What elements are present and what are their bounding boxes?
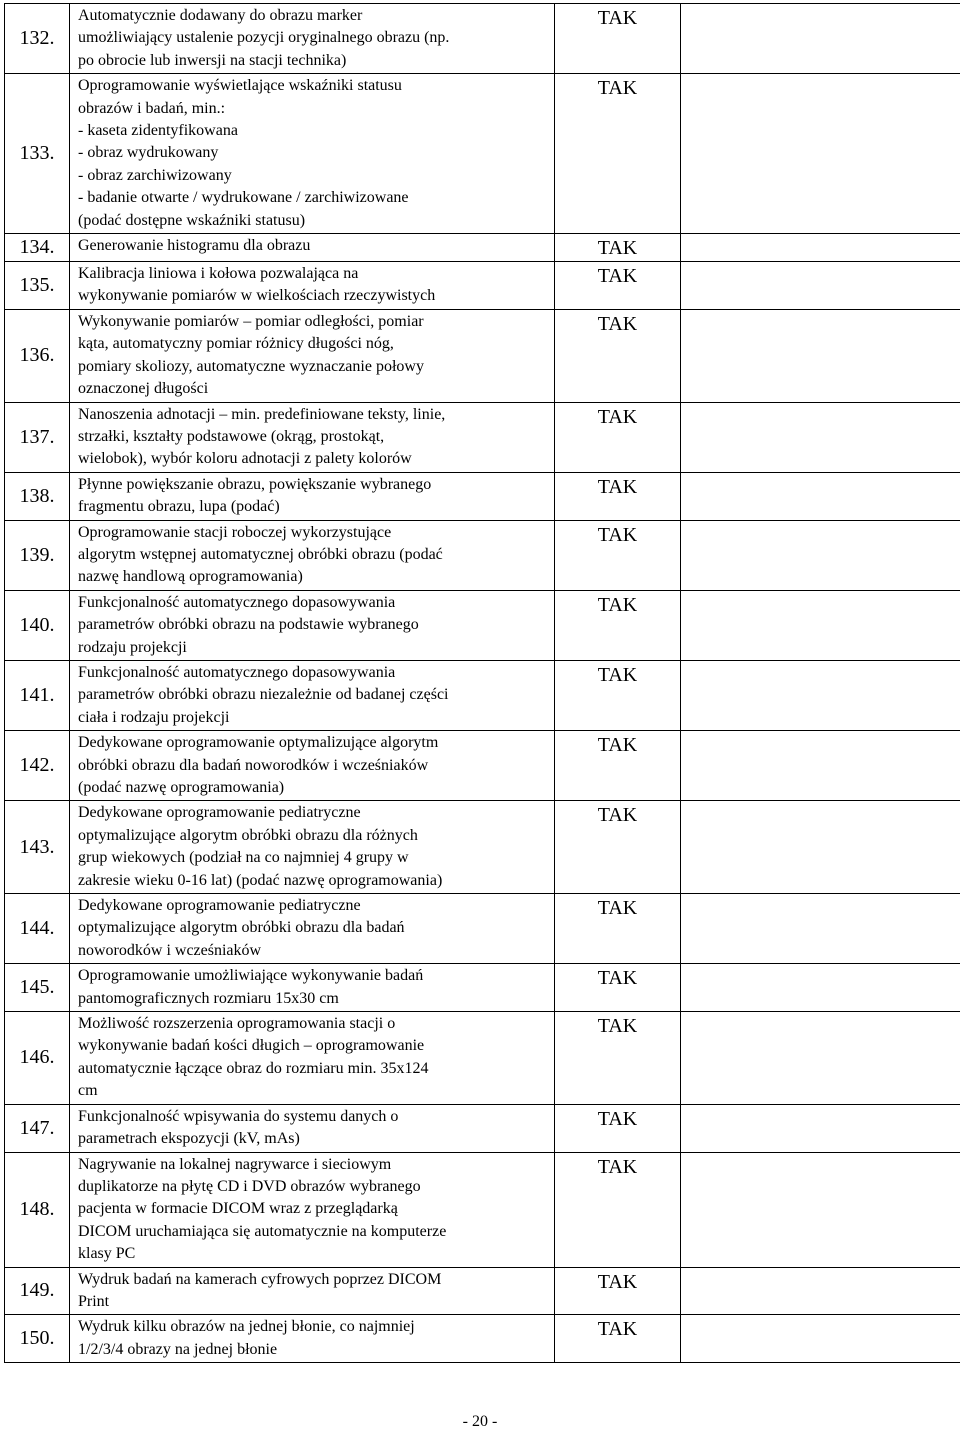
required-value: TAK	[555, 402, 681, 472]
page-number: - 20 -	[0, 1412, 960, 1432]
description-line: optymalizujące algorytm obróbki obrazu dla różnych	[78, 825, 548, 847]
description-line: Generowanie histogramu dla obrazu	[78, 235, 548, 257]
description-line: obróbki obrazu dla badań noworodków i wcześniaków	[78, 755, 548, 777]
description-line: Płynne powiększanie obrazu, powiększanie wybranego	[78, 474, 548, 496]
table-row	[5, 731, 960, 801]
row-number: 140.	[5, 590, 70, 660]
row-number: 141.	[5, 660, 70, 730]
table-row	[5, 801, 960, 894]
row-number: 142.	[5, 731, 70, 801]
required-value: TAK	[555, 74, 681, 234]
description-line: Wydruk badań na kamerach cyfrowych poprzez DICOM	[78, 1269, 548, 1291]
row-number: 145.	[5, 964, 70, 1012]
offered-value-cell	[681, 1267, 960, 1315]
description-line: strzałki, kształty podstawowe (okrąg, prostokąt,	[78, 426, 548, 448]
row-description	[70, 262, 555, 310]
row-description	[70, 731, 555, 801]
description-line: kąta, automatyczny pomiar różnicy długości nóg,	[78, 333, 548, 355]
description-line: automatycznie łączące obraz do rozmiaru min. 35x124	[78, 1058, 548, 1080]
required-value: TAK	[555, 801, 681, 894]
row-description	[70, 520, 555, 590]
required-value: TAK	[555, 1315, 681, 1363]
description-line: zakresie wieku 0-16 lat) (podać nazwę oprogramowania)	[78, 870, 548, 892]
description-line: duplikatorze na płytę CD i DVD obrazów wybranego	[78, 1176, 548, 1198]
required-value: TAK	[555, 660, 681, 730]
description-line: - obraz wydrukowany	[78, 142, 548, 164]
row-number: 132.	[5, 4, 70, 74]
description-line: (podać nazwę oprogramowania)	[78, 777, 548, 799]
offered-value-cell	[681, 1315, 960, 1363]
row-description	[70, 964, 555, 1012]
description-line: Kalibracja liniowa i kołowa pozwalająca na	[78, 263, 548, 285]
row-description	[70, 590, 555, 660]
row-description	[70, 1315, 555, 1363]
description-line: Dedykowane oprogramowanie optymalizujące algorytm	[78, 732, 548, 754]
table-row	[5, 402, 960, 472]
table-row	[5, 964, 960, 1012]
row-number: 138.	[5, 472, 70, 520]
table-row	[5, 520, 960, 590]
row-description	[70, 234, 555, 262]
description-line: parametrów obróbki obrazu na podstawie wybranego	[78, 614, 548, 636]
required-value: TAK	[555, 1104, 681, 1152]
row-description	[70, 894, 555, 964]
offered-value-cell	[681, 262, 960, 310]
description-line: wykonywanie badań kości długich – oprogramowanie	[78, 1035, 548, 1057]
description-line: algorytm wstępnej automatycznej obróbki obrazu (podać	[78, 544, 548, 566]
offered-value-cell	[681, 4, 960, 74]
description-line: fragmentu obrazu, lupa (podać)	[78, 496, 548, 518]
required-value: TAK	[555, 590, 681, 660]
offered-value-cell	[681, 234, 960, 262]
specification-table-body	[5, 4, 960, 1363]
table-row	[5, 1104, 960, 1152]
description-line: rodzaju projekcji	[78, 637, 548, 659]
required-value: TAK	[555, 262, 681, 310]
description-line: Oprogramowanie stacji roboczej wykorzystujące	[78, 522, 548, 544]
table-row	[5, 4, 960, 74]
table-row	[5, 1267, 960, 1315]
description-line: oznaczonej długości	[78, 378, 548, 400]
offered-value-cell	[681, 1152, 960, 1267]
specification-table	[4, 3, 960, 1363]
offered-value-cell	[681, 894, 960, 964]
row-number: 137.	[5, 402, 70, 472]
table-row	[5, 472, 960, 520]
description-line: - badanie otwarte / wydrukowane / zarchiwizowane	[78, 187, 548, 209]
description-line: wielobok), wybór koloru adnotacji z palety kolorów	[78, 448, 548, 470]
description-line: umożliwiający ustalenie pozycji oryginalnego obrazu (np.	[78, 27, 548, 49]
row-description	[70, 402, 555, 472]
description-line: parametrach ekspozycji (kV, mAs)	[78, 1128, 548, 1150]
offered-value-cell	[681, 520, 960, 590]
row-description	[70, 4, 555, 74]
description-line: (podać dostępne wskaźniki statusu)	[78, 210, 548, 232]
row-number: 144.	[5, 894, 70, 964]
offered-value-cell	[681, 964, 960, 1012]
required-value: TAK	[555, 1152, 681, 1267]
offered-value-cell	[681, 801, 960, 894]
table-row	[5, 1315, 960, 1363]
description-line: wykonywanie pomiarów w wielkościach rzeczywistych	[78, 285, 548, 307]
table-row	[5, 660, 960, 730]
description-line: Oprogramowanie umożliwiające wykonywanie badań	[78, 965, 548, 987]
offered-value-cell	[681, 731, 960, 801]
required-value: TAK	[555, 1012, 681, 1105]
table-row	[5, 234, 960, 262]
offered-value-cell	[681, 402, 960, 472]
table-row	[5, 309, 960, 402]
row-number: 135.	[5, 262, 70, 310]
row-number: 149.	[5, 1267, 70, 1315]
row-description	[70, 1152, 555, 1267]
description-line: Nanoszenia adnotacji – min. predefiniowane teksty, linie,	[78, 404, 548, 426]
description-line: noworodków i wcześniaków	[78, 940, 548, 962]
row-number: 143.	[5, 801, 70, 894]
required-value: TAK	[555, 731, 681, 801]
required-value: TAK	[555, 964, 681, 1012]
description-line: Funkcjonalność wpisywania do systemu danych o	[78, 1106, 548, 1128]
description-line: Funkcjonalność automatycznego dopasowywania	[78, 592, 548, 614]
row-number: 146.	[5, 1012, 70, 1105]
description-line: Oprogramowanie wyświetlające wskaźniki statusu	[78, 75, 548, 97]
description-line: po obrocie lub inwersji na stacji technika)	[78, 50, 548, 72]
required-value: TAK	[555, 4, 681, 74]
row-description	[70, 74, 555, 234]
offered-value-cell	[681, 1104, 960, 1152]
description-line: Dedykowane oprogramowanie pediatryczne	[78, 802, 548, 824]
offered-value-cell	[681, 660, 960, 730]
description-line: nazwę handlową oprogramowania)	[78, 566, 548, 588]
description-line: pacjenta w formacie DICOM wraz z przeglądarką	[78, 1198, 548, 1220]
description-line: ciała i rodzaju projekcji	[78, 707, 548, 729]
description-line: Możliwość rozszerzenia oprogramowania stacji o	[78, 1013, 548, 1035]
description-line: pomiary skoliozy, automatyczne wyznaczanie połowy	[78, 356, 548, 378]
description-line: Funkcjonalność automatycznego dopasowywania	[78, 662, 548, 684]
offered-value-cell	[681, 309, 960, 402]
description-line: Automatycznie dodawany do obrazu marker	[78, 5, 548, 27]
row-number: 148.	[5, 1152, 70, 1267]
description-line: pantomograficznych rozmiaru 15x30 cm	[78, 988, 548, 1010]
table-row	[5, 1012, 960, 1105]
row-number: 139.	[5, 520, 70, 590]
row-number: 136.	[5, 309, 70, 402]
required-value: TAK	[555, 234, 681, 262]
offered-value-cell	[681, 472, 960, 520]
row-description	[70, 1012, 555, 1105]
table-row	[5, 590, 960, 660]
row-description	[70, 472, 555, 520]
row-number: 133.	[5, 74, 70, 234]
description-line: optymalizujące algorytm obróbki obrazu dla badań	[78, 917, 548, 939]
row-number: 147.	[5, 1104, 70, 1152]
description-line: - obraz zarchiwizowany	[78, 165, 548, 187]
offered-value-cell	[681, 74, 960, 234]
required-value: TAK	[555, 472, 681, 520]
description-line: Nagrywanie na lokalnej nagrywarce i sieciowym	[78, 1154, 548, 1176]
description-line: Print	[78, 1291, 548, 1313]
offered-value-cell	[681, 590, 960, 660]
description-line: grup wiekowych (podział na co najmniej 4 grupy w	[78, 847, 548, 869]
required-value: TAK	[555, 309, 681, 402]
table-row	[5, 262, 960, 310]
row-description	[70, 1267, 555, 1315]
row-description	[70, 801, 555, 894]
required-value: TAK	[555, 894, 681, 964]
row-description	[70, 309, 555, 402]
description-line: Wykonywanie pomiarów – pomiar odległości, pomiar	[78, 311, 548, 333]
description-line: cm	[78, 1080, 548, 1102]
required-value: TAK	[555, 520, 681, 590]
row-description	[70, 660, 555, 730]
table-row	[5, 1152, 960, 1267]
description-line: parametrów obróbki obrazu niezależnie od badanej części	[78, 684, 548, 706]
description-line: - kaseta zidentyfikowana	[78, 120, 548, 142]
description-line: Dedykowane oprogramowanie pediatryczne	[78, 895, 548, 917]
required-value: TAK	[555, 1267, 681, 1315]
row-description	[70, 1104, 555, 1152]
offered-value-cell	[681, 1012, 960, 1105]
row-number: 134.	[5, 234, 70, 262]
table-row	[5, 74, 960, 234]
description-line: Wydruk kilku obrazów na jednej błonie, co najmniej	[78, 1316, 548, 1338]
description-line: obrazów i badań, min.:	[78, 98, 548, 120]
description-line: DICOM uruchamiająca się automatycznie na komputerze	[78, 1221, 548, 1243]
row-number: 150.	[5, 1315, 70, 1363]
description-line: klasy PC	[78, 1243, 548, 1265]
description-line: 1/2/3/4 obrazy na jednej błonie	[78, 1339, 548, 1361]
table-row	[5, 894, 960, 964]
